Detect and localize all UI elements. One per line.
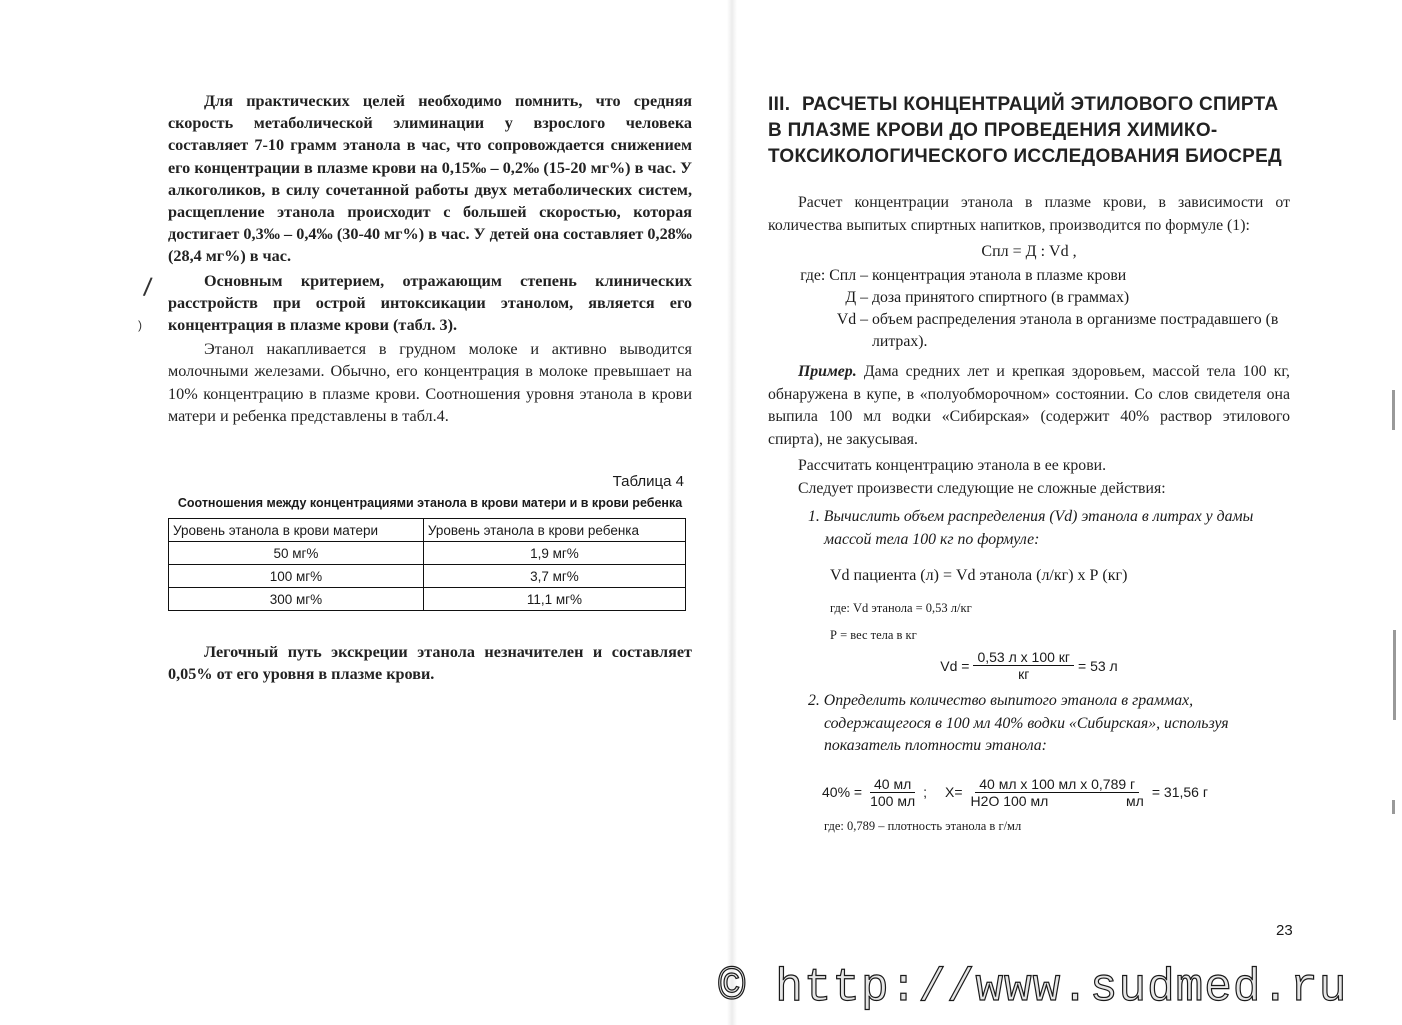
calc-vd-fraction <box>973 649 1074 682</box>
pencil-mark: / <box>142 271 154 303</box>
calc2-lhs: 40% = <box>822 784 863 800</box>
table-cell: 1,9 мг% <box>423 542 685 565</box>
scan-noise <box>1392 800 1395 814</box>
calc2-separator: ; <box>923 784 928 800</box>
paragraph-task: Рассчитать концентрацию этанола в ее крови. <box>798 457 1107 474</box>
formula-1: Cпл = Д : Vd , <box>981 243 1077 260</box>
calc2-fraction-2 <box>967 776 1148 809</box>
paragraph-example <box>768 361 1290 451</box>
table-header-mother: Уровень этанола в крови матери <box>169 519 424 542</box>
table-row <box>169 542 686 565</box>
calc-ethanol-grams <box>822 776 1290 809</box>
legend-key: где: Спл – <box>800 267 868 284</box>
calc2-denominator-1: 100 мл <box>870 792 916 809</box>
legend-key: Д – <box>845 289 868 306</box>
formula-legend <box>768 265 1290 353</box>
legend-text: концентрация этанола в плазме крови <box>872 267 1127 284</box>
note-body-weight: Р = вес тела в кг <box>830 628 917 642</box>
paragraph-elimination: Для практических целей необходимо помнить, что средняя скорость метаболической элиминации у взрослого человека составляет 7-10 грамм этанола в час, что сопровождается снижением его концентрации в плазме крови на 0,15‰ – 0,2‰ (15-20 мг%) в час. У алкоголиков, в силу сочетанной работы двух метаболических систем, расщепление этанола происходит с большей скоростью, которая достигает 0,3‰ – 0,4‰ (30-40 мг%) в час. У детей она составляет 0,28‰ (28,4 мг%) в час. <box>168 92 692 266</box>
table-cell: 100 мг% <box>169 565 424 588</box>
calc-vd-lhs: Vd = <box>940 657 970 674</box>
paragraph-intro: Расчет концентрации этанола в плазме крови, в зависимости от количества выпитых спиртных напитков, производится по формуле (1): <box>768 194 1290 234</box>
table-cell: 50 мг% <box>169 542 424 565</box>
section-title: РАСЧЕТЫ КОНЦЕНТРАЦИЙ ЭТИЛОВОГО СПИРТА В ПЛАЗМЕ КРОВИ ДО ПРОВЕДЕНИЯ ХИМИКО-ТОКСИКОЛОГИЧЕСКОГО ИССЛЕДОВАНИЯ БИОСРЕД <box>768 94 1282 167</box>
table-4-block <box>168 473 692 611</box>
calc2-numerator-2: 40 мл х 100 мл х 0,789 г <box>975 776 1139 793</box>
calc-vd-rhs: = 53 л <box>1078 657 1118 674</box>
example-text: Дама средних лет и крепкая здоровьем, массой тела 100 кг, обнаружена в купе, в «полуобморочном» состоянии. Со слов свидетеля она выпила 100 мл водки «Сибирская» (содержит 40% раствор этилового спирта), не закусывая. <box>768 363 1290 448</box>
table-cell: 3,7 мг% <box>423 565 685 588</box>
ethanol-ratio-table <box>168 518 686 611</box>
pencil-mark: ) <box>138 318 142 332</box>
table-cell: 300 мг% <box>169 588 424 611</box>
calc2-x: X= <box>945 784 963 800</box>
example-label: Пример. <box>798 363 857 380</box>
note-vd-ethanol: где: Vd этанола = 0,53 л/кг <box>830 601 972 615</box>
watermark: © http://www.sudmed.ru <box>718 962 1348 1014</box>
table-cell: 11,1 мг% <box>423 588 685 611</box>
table-caption: Соотношения между концентрациями этанола в крови матери и в крови ребенка <box>177 496 683 511</box>
calc-vd-denominator: кг <box>1018 666 1030 682</box>
paragraph-criterion: Основным критерием, отражающим степень клинических расстройств при острой интоксикации этанолом, является его концентрация в плазме крови (табл. 3). <box>168 271 692 335</box>
legend-text: доза принятого спиртного (в граммах) <box>872 289 1130 306</box>
formula-vd: Vd пациента (л) = Vd этанола (л/кг) х Р (кг) <box>830 567 1128 584</box>
step-2: 2. Определить количество выпитого этанола в граммах, содержащегося в 100 мл 40% водки «Сибирская», используя показатель плотности этанола: <box>808 692 1229 754</box>
table-header-child: Уровень этанола в крови ребенка <box>423 519 685 542</box>
scan-noise <box>1392 390 1395 430</box>
step-1: 1. Вычислить объем распределения (Vd) этанола в литрах у дамы массой тела 100 кг по формуле: <box>808 508 1254 548</box>
table-row <box>169 588 686 611</box>
table-header-row <box>169 519 686 542</box>
scan-noise <box>1393 630 1396 720</box>
legend-text: объем распределения этанола в организме пострадавшего (в литрах). <box>872 311 1279 350</box>
calc-vd <box>768 649 1290 682</box>
page-number: 23 <box>1276 922 1293 939</box>
calc2-rhs: = 31,56 г <box>1151 784 1208 800</box>
table-number: Таблица 4 <box>612 473 684 491</box>
book-gutter <box>727 0 737 1025</box>
section-heading <box>768 92 1290 170</box>
legend-row <box>768 265 1290 287</box>
calc-vd-numerator: 0,53 л х 100 кг <box>973 649 1074 666</box>
paragraph-task-steps: Следует произвести следующие не сложные действия: <box>798 479 1166 497</box>
table-row <box>169 565 686 588</box>
legend-key: Vd – <box>836 311 868 328</box>
right-page <box>768 92 1290 834</box>
legend-row <box>768 287 1290 309</box>
legend-row <box>768 309 1290 353</box>
left-page <box>168 90 692 685</box>
calc2-denominator-2: H2O 100 мл мл <box>970 792 1144 809</box>
paragraph-pulmonary: Легочный путь экскреции этанола незначителен и составляет 0,05% от его уровня в плазме крови. <box>168 643 692 684</box>
note-density: где: 0,789 – плотность этанола в г/мл <box>824 818 1022 833</box>
paragraph-breast-milk: Этанол накапливается в грудном молоке и активно выводится молочными железами. Обычно, его концентрация в молоке превышает на 10% концентрацию в плазме крови. Соотношения уровня этанола в крови матери и ребенка представлены в табл.4. <box>168 340 692 425</box>
calc2-numerator-1: 40 мл <box>870 776 915 793</box>
calc2-fraction-1 <box>866 776 919 809</box>
section-number: III. <box>768 94 791 115</box>
